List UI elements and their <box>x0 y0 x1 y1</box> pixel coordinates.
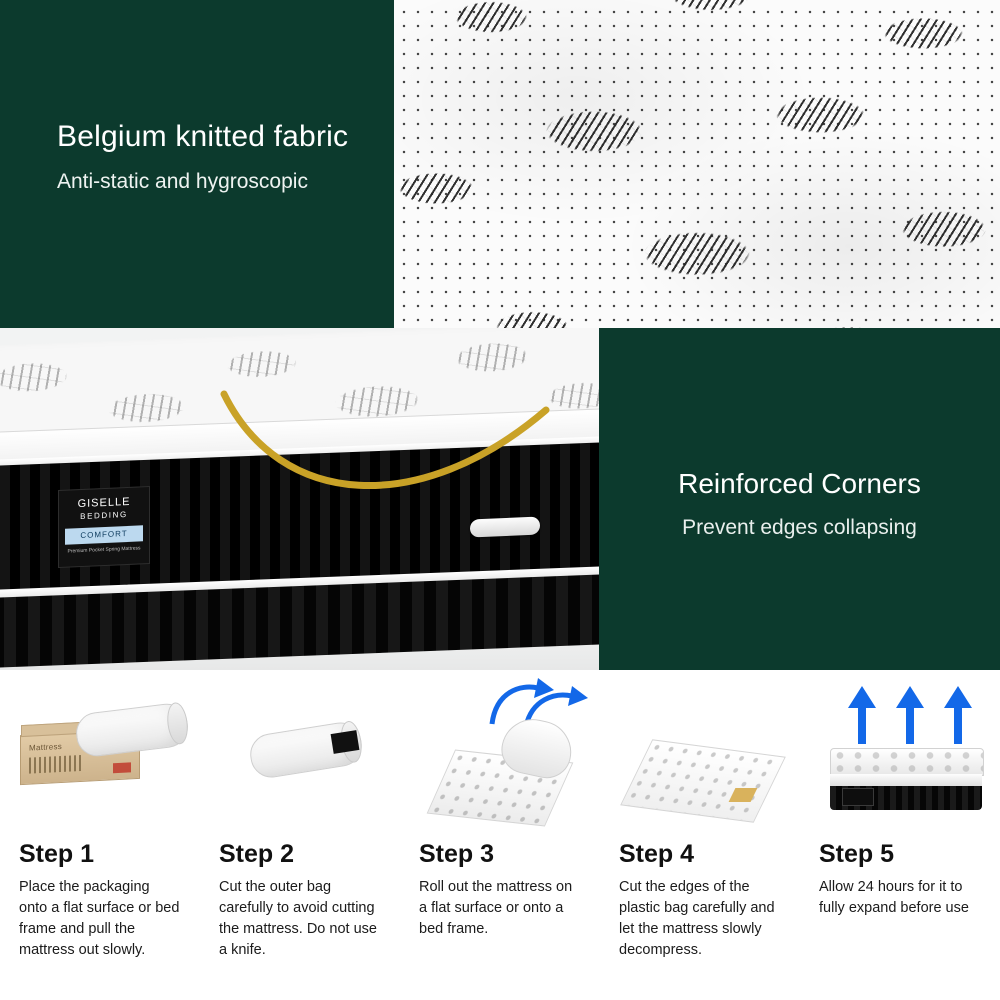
step-1-desc: Place the packaging onto a flat surface or bed frame and pull the mattress out slowly. <box>19 879 180 959</box>
step-4-title: Step 4 <box>619 840 695 868</box>
mattress-brand-label <box>58 486 150 568</box>
step-item-2 <box>200 670 400 961</box>
knitted-fabric-photo <box>394 0 1000 328</box>
step-item-1 <box>0 670 200 961</box>
fabric-subline: Anti-static and hygroscopic <box>57 170 308 193</box>
corners-subline: Prevent edges collapsing <box>682 516 917 539</box>
step-2-illustration <box>214 670 386 830</box>
step-item-3 <box>400 670 600 961</box>
expand-arrows-icon <box>834 686 1000 748</box>
bottom-spacer <box>0 988 1000 1000</box>
mattress-corner-photo <box>0 328 606 670</box>
rolled-mattress <box>74 701 191 758</box>
step-3-illustration <box>414 670 586 830</box>
corners-headline: Reinforced Corners <box>678 468 921 499</box>
flat-mattress-in-bag <box>620 739 786 822</box>
brand-name-line1: GISELLE <box>77 495 131 511</box>
fabric-feature-panel <box>0 0 1000 328</box>
mattress-handle <box>470 516 540 537</box>
step-2-desc: Cut the outer bag carefully to avoid cutting the mattress. Do not use a knife. <box>219 879 377 959</box>
brand-name-line2: BEDDING <box>80 509 128 521</box>
roll-end-tag <box>331 730 360 754</box>
reinforced-corners-panel <box>0 328 1000 670</box>
expanded-mattress-pillow <box>830 774 982 786</box>
step-1-illustration <box>14 670 186 830</box>
fabric-text-block <box>0 0 394 328</box>
model-stripe: COMFORT <box>65 525 143 544</box>
setup-steps-panel <box>0 670 1000 1000</box>
box-caption: Mattress <box>29 741 63 753</box>
fabric-shading <box>394 0 1000 328</box>
step-5-illustration <box>814 670 986 830</box>
step-5-desc: Allow 24 hours for it to fully expand before use <box>819 879 969 917</box>
box-print-lines <box>29 755 81 774</box>
expanded-mattress-label <box>842 788 874 806</box>
step-4-illustration <box>614 670 786 830</box>
label-fine-print: Premium Pocket Spring Mattress <box>67 545 141 555</box>
steps-row <box>0 670 1000 961</box>
step-item-5 <box>800 670 1000 961</box>
step-1-title: Step 1 <box>19 840 95 868</box>
expanded-mattress <box>830 748 982 810</box>
step-item-4 <box>600 670 800 961</box>
step-2-title: Step 2 <box>219 840 295 868</box>
expanded-mattress-top <box>830 748 984 776</box>
step-3-title: Step 3 <box>419 840 495 868</box>
step-5-title: Step 5 <box>819 840 895 868</box>
step-3-desc: Roll out the mattress on a flat surface or onto a bed frame. <box>419 879 573 938</box>
box-warning-mark <box>113 762 131 773</box>
corners-text-block <box>599 328 1000 670</box>
sheet-texture <box>622 740 785 821</box>
fabric-headline: Belgium knitted fabric <box>57 120 349 153</box>
step-4-desc: Cut the edges of the plastic bag carefully and let the mattress slowly decompress. <box>619 879 775 959</box>
